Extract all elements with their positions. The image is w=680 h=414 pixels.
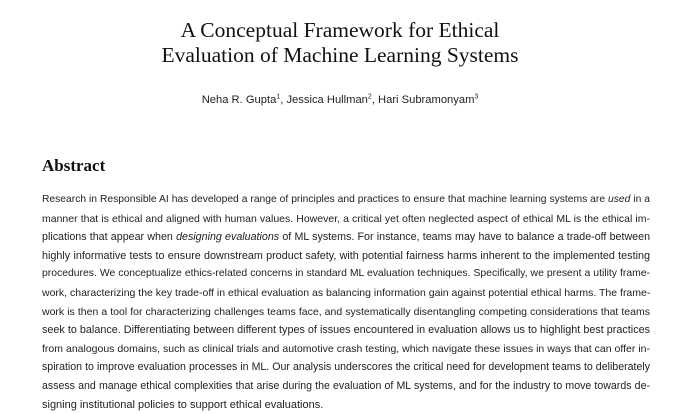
abstract-line bbox=[42, 265, 650, 284]
abstract-text: signing institutional policies to support ethical evaluations. bbox=[42, 398, 324, 411]
author bbox=[202, 94, 287, 106]
author-affiliation: 3 bbox=[474, 93, 479, 101]
abstract-text: work is then a tool for characterizing challenges teams face, and systematically disentangling competing considerations that teams bbox=[42, 305, 650, 318]
author-affiliation: 1 bbox=[276, 93, 281, 101]
author-name: Neha R. Gupta bbox=[201, 94, 277, 106]
abstract-line bbox=[42, 247, 650, 266]
paper-title-line-2: Evaluation of Machine Learning Systems bbox=[161, 43, 519, 67]
abstract-line bbox=[42, 284, 650, 303]
abstract-text: of ML systems. For instance, teams may have to balance a trade-off between bbox=[279, 231, 651, 244]
paper-title bbox=[0, 18, 680, 68]
abstract-line bbox=[42, 377, 650, 396]
abstract-heading: Abstract bbox=[42, 156, 106, 175]
abstract-text: procedures. We conceptualize ethics-related concerns in standard ML evaluation techniques. Specifically, we present a utility frame- bbox=[42, 268, 650, 280]
author bbox=[378, 94, 478, 106]
author-list bbox=[0, 93, 680, 107]
abstract-line bbox=[42, 340, 650, 359]
paper-title-line-1: A Conceptual Framework for Ethical bbox=[180, 18, 500, 42]
abstract-text: Research in Responsible AI has developed a range of principles and practices to ensure that machine learning systems are bbox=[42, 194, 609, 205]
abstract-emphasis: used bbox=[608, 194, 631, 205]
author-name: Jessica Hullman bbox=[286, 94, 368, 106]
abstract-emphasis: designing evaluations bbox=[176, 231, 280, 244]
abstract-text: manner that is ethical and aligned with human values. However, a critical yet often neglected aspect of ethical ML is the ethical im- bbox=[42, 212, 650, 225]
abstract-text: work, characterizing the key trade-off in ethical evaluation as balancing information gain against potential ethical harms. The frame- bbox=[42, 286, 651, 299]
abstract-line bbox=[42, 396, 650, 414]
author-separator: , bbox=[371, 94, 379, 106]
abstract-text: from analogous domains, such as clinical trials and automotive crash testing, which navigate these issues in ways that can offer in- bbox=[42, 342, 650, 355]
abstract-text: plications that appear when bbox=[42, 231, 177, 244]
abstract-text: seek to balance. Differentiating between different types of issues encountered in evaluation allows us to highlight best practices bbox=[42, 324, 650, 337]
abstract-text: in a bbox=[630, 194, 650, 205]
abstract-line bbox=[42, 303, 650, 322]
author-separator: , bbox=[280, 94, 287, 106]
abstract-body bbox=[42, 191, 650, 414]
abstract-text: spiration to improve evaluation processes in ML. Our analysis underscores the critical need for development teams to deliberately bbox=[42, 361, 650, 374]
abstract-text: assess and manage ethical complexities that arise during the evaluation of ML systems, and for the industry to move towards de- bbox=[42, 379, 650, 392]
abstract-line bbox=[42, 228, 650, 247]
author-name: Hari Subramonyam bbox=[378, 94, 475, 106]
abstract-line bbox=[42, 191, 650, 210]
abstract-line bbox=[42, 358, 650, 377]
author-affiliation: 2 bbox=[367, 93, 372, 101]
abstract-line bbox=[42, 210, 650, 229]
abstract-text: highly informative tests to ensure downstream product safety, with potential fairness harms inherent to the implemented testing bbox=[42, 249, 650, 262]
author bbox=[286, 94, 378, 106]
abstract-line bbox=[42, 321, 650, 340]
